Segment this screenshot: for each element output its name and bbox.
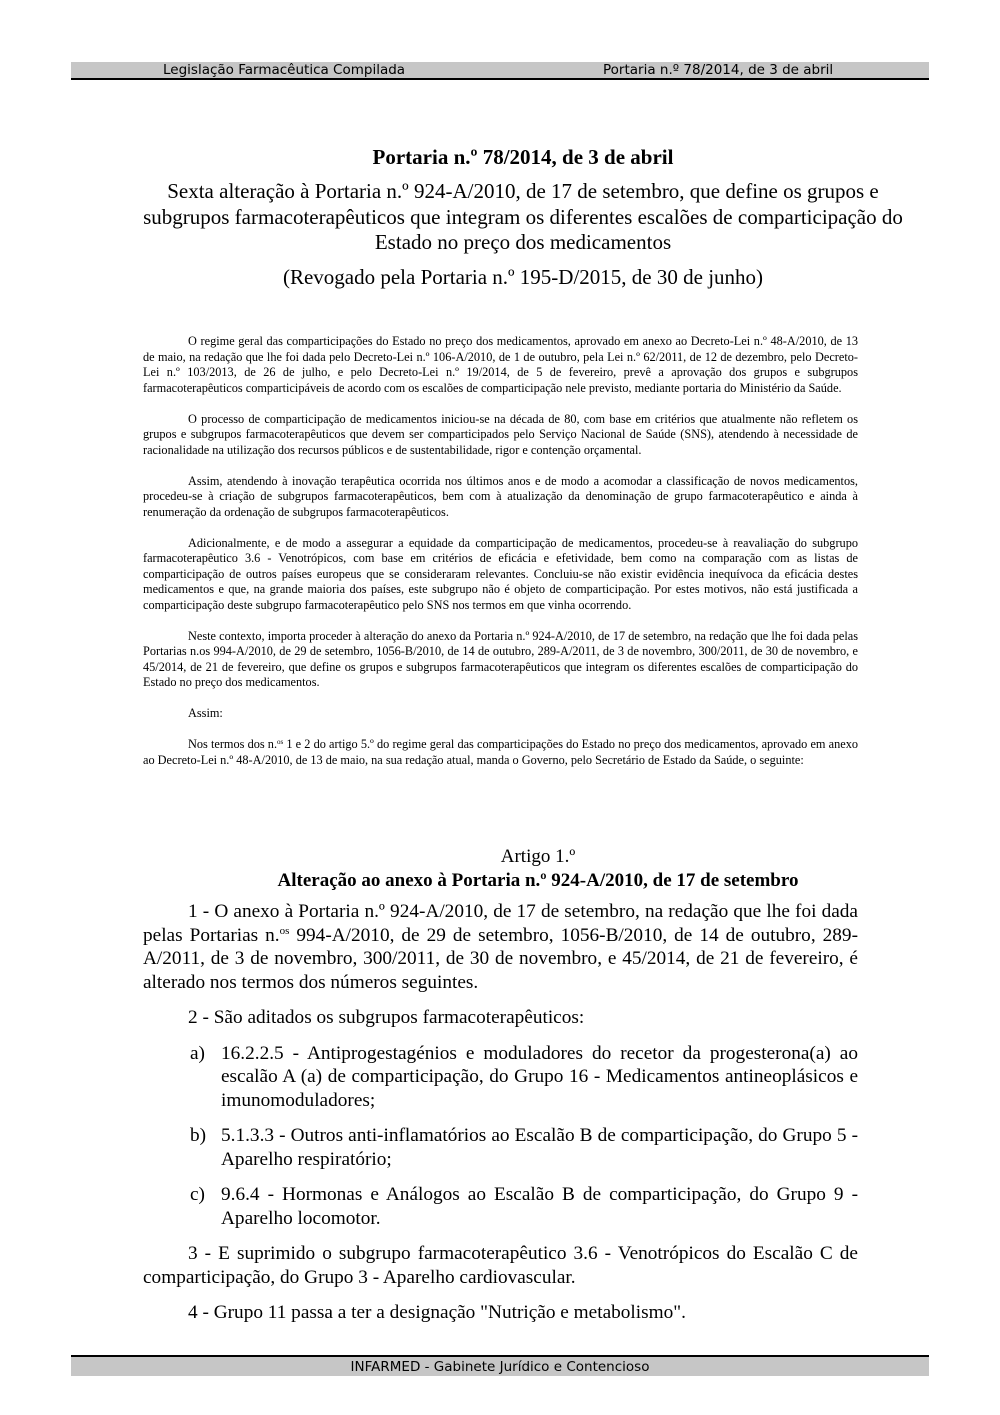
list-marker: c) [190, 1184, 205, 1205]
article-title: Alteração ao anexo à Portaria n.º 924-A/2010, de 17 de setembro [277, 870, 799, 891]
footer-text: INFARMED - Gabinete Jurídico e Contencioso [350, 1359, 650, 1375]
preamble-text: 1 e 2 do artigo 5.º do regime geral das comparticipações do Estado no preço dos medicamentos, aprovado em anexo ao Decreto-Lei n.º 48-A/2010, de 13 de maio, na sua redação atual, manda o Governo, pelo Secretário de Estado da Saúde, o seguinte: [143, 737, 858, 767]
preamble-paragraph [143, 737, 858, 768]
list-item [143, 1183, 858, 1230]
preamble-paragraph: Neste contexto, importa proceder à alteração do anexo da Portaria n.º 924-A/2010, de 17 de setembro, na redação que lhe foi dada pelas Portarias n.os 994-A/2010, de 29 de setembro, 1056-B/2010, de 14 de outubro, 289-A/2011, de 3 de novembro, 300/2011, de 30 de novembro, e 45/2014, de 21 de fevereiro, que define os grupos e subgrupos farmacoterapêuticos que integram os diferentes escalões de comparticipação do Estado no preço dos medicamentos. [143, 628, 858, 689]
list-item [143, 1124, 858, 1171]
article-paragraph [143, 900, 858, 994]
document-title: Portaria n.º 78/2014, de 3 de abril [372, 145, 674, 169]
list-item-text: 16.2.2.5 - Antiprogestagénios e moduladores do recetor da progesterona(a) ao escalão A (a) de comparticipação, do Grupo 16 - Medicamentos antineoplásicos e imunomoduladores; [221, 1042, 858, 1111]
revocation-note: (Revogado pela Portaria n.º 195-D/2015, de 30 de junho) [282, 265, 764, 289]
page-footer [71, 1355, 929, 1376]
list-marker: b) [190, 1125, 207, 1146]
article-paragraph: 2 - São aditados os subgrupos farmacoterapêuticos: [188, 1007, 585, 1028]
article-paragraph: 4 - Grupo 11 passa a ter a designação "Nutrição e metabolismo". [188, 1302, 686, 1323]
preamble-paragraph: O regime geral das comparticipações do Estado no preço dos medicamentos, aprovado em anexo ao Decreto-Lei n.º 48-A/2010, de 13 de maio, na redação que lhe foi dada pelo Decreto-Lei n.º 106-A/2010, de 1 de outubro, pela Lei n.º 62/2011, de 12 de dezembro, pelo Decreto-Lei n.º 103/2013, de 26 de julho, e pelo Decreto-Lei n.º 19/2014, de 5 de fevereiro, prevê a aprovação dos grupos e subgrupos farmacoterapêuticos comparticipáveis de acordo com os escalões de comparticipação nele previsto, mediante portaria do Ministério da Saúde. [143, 334, 858, 395]
header-right-text: Portaria n.º 78/2014, de 3 de abril [603, 62, 834, 78]
page-header [71, 62, 929, 80]
article-paragraph: 3 - E suprimido o subgrupo farmacoterapêutico 3.6 - Venotrópicos do Escalão C de comparticipação, do Grupo 3 - Aparelho cardiovascular. [143, 1243, 858, 1288]
article-body [143, 900, 858, 1337]
preamble-paragraph: O processo de comparticipação de medicamentos iniciou-se na década de 80, com base em critérios que atualmente não refletem os grupos e subgrupos farmacoterapêuticos que devem ser comparticipados pelo Serviço Nacional de Saúde (SNS), atendendo à necessidade de racionalidade na utilização dos recursos públicos e de sustentabilidade, rigor e contenção orçamental. [143, 411, 858, 457]
article-text: 1 - O anexo à Portaria n.º 924-A/2010, de 17 de setembro, na redação que lhe foi dada pelas Portarias n. [143, 901, 858, 946]
preamble-text: Nos termos dos n. [188, 737, 278, 751]
superscript: os [279, 924, 290, 937]
list-item [143, 1042, 858, 1113]
preamble-paragraph: Assim: [188, 706, 223, 720]
preamble-paragraph: Adicionalmente, e de modo a assegurar a equidade da comparticipação de medicamentos, procedeu-se à reavaliação do subgrupo farmacoterapêutico 3.6 - Venotrópicos, com base em critérios de eficácia e efetividade, bem como na comparação com as listas de comparticipação de outros países europeus que se consideraram relevantes. Concluiu-se não existir evidência inequívoca da eficácia destes medicamentos e que, na grande maioria dos países, este subgrupo não é objeto de comparticipação. Por estes motivos, não está justificada a comparticipação deste subgrupo farmacoterapêutico pelo SNS nos termos em que vinha ocorrendo. [143, 535, 858, 612]
preamble-paragraph: Assim, atendendo à inovação terapêutica ocorrida nos últimos anos e de modo a acomodar a classificação de novos medicamentos, procedeu-se à criação de subgrupos farmacoterapêuticos, bem com à atualização da denominação de grupo farmacoterapêutico e ainda à renumeração da ordenação de subgrupos farmacoterapêuticos. [143, 473, 858, 519]
header-left-text: Legislação Farmacêutica Compilada [163, 62, 406, 78]
article-number: Artigo 1.º [500, 846, 576, 867]
list-item-text: 9.6.4 - Hormonas e Análogos ao Escalão B de comparticipação, do Grupo 9 - Aparelho locomotor. [221, 1184, 858, 1229]
list-item-text: 5.1.3.3 - Outros anti-inflamatórios ao Escalão B de comparticipação, do Grupo 5 - Aparelho respiratório; [221, 1125, 858, 1170]
superscript: os [277, 738, 284, 746]
document-subtitle: Sexta alteração à Portaria n.º 924-A/2010, de 17 de setembro, que define os grupos e subgrupos farmacoterapêuticos que integram os diferentes escalões de comparticipação do Estado no preço dos medicamentos [143, 179, 903, 254]
preamble [143, 334, 858, 784]
list-marker: a) [190, 1042, 205, 1064]
article-text: 994-A/2010, de 29 de setembro, 1056-B/2010, de 14 de outubro, 289-A/2011, de 3 de novembro, 300/2011, de 30 de novembro, e 45/2014, de 21 de fevereiro, é alterado nos termos dos números seguintes. [143, 924, 858, 993]
